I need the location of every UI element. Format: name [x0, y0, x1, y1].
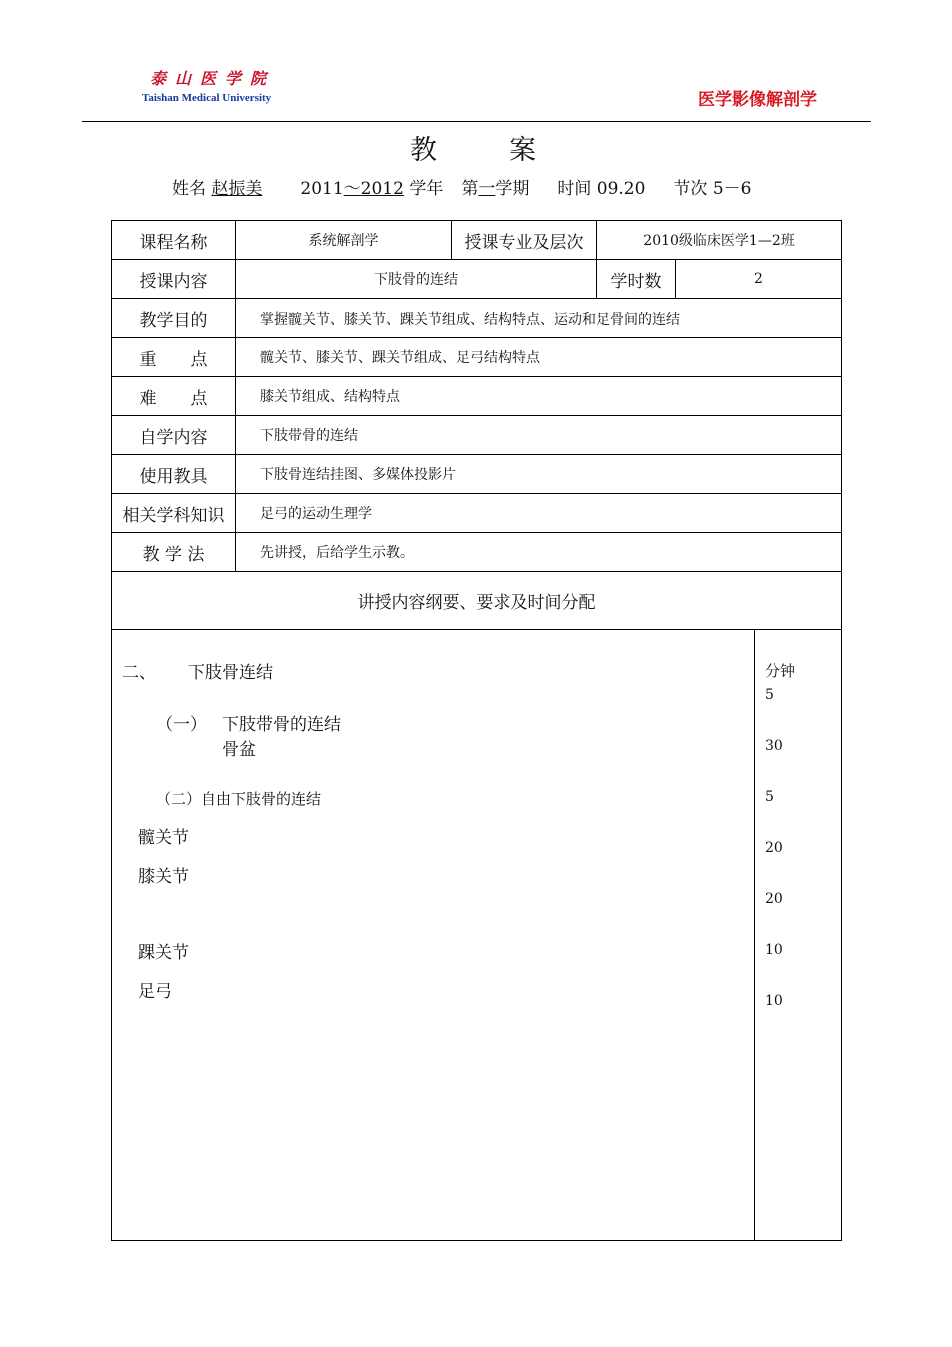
- major-label: 授课专业及层次: [452, 221, 597, 260]
- minutes-value: 20: [765, 840, 783, 856]
- hours-label: 学时数: [597, 260, 676, 299]
- outline-sub1-title: 下肢带骨的连结: [222, 715, 341, 735]
- goal-value: 掌握髋关节、膝关节、踝关节组成、结构特点、运动和足骨间的连结: [236, 299, 842, 338]
- year-separator: ～: [343, 179, 361, 199]
- year-range-end: [344, 179, 404, 199]
- outline-sub2: （二）自由下肢骨的连结: [156, 790, 322, 808]
- course-label: 课程名称: [112, 221, 236, 260]
- outline-row: [112, 630, 842, 1241]
- outline-sub1-number: （一）: [156, 715, 207, 735]
- outline-item-knee: 膝关节: [138, 867, 189, 887]
- term-prefix: 第: [461, 179, 479, 199]
- outline-sub1-item: 骨盆: [222, 740, 256, 760]
- time-label: 时间: [557, 179, 592, 199]
- period-label: 节次: [673, 179, 708, 199]
- selfstudy-label: 自学内容: [112, 416, 236, 455]
- difficulty-label: 难 点: [112, 377, 236, 416]
- page-title: [410, 128, 536, 167]
- key-label: 重 点: [112, 338, 236, 377]
- table-row: [112, 221, 842, 260]
- info-line: [172, 174, 751, 199]
- table-row: [112, 299, 842, 338]
- name-label: 姓名: [172, 179, 206, 199]
- method-value: 先讲授，后给学生示教。: [236, 533, 842, 572]
- table-row: [112, 260, 842, 299]
- minutes-value: 5: [765, 789, 774, 805]
- table-row: [112, 494, 842, 533]
- difficulty-value: 膝关节组成、结构特点: [236, 377, 842, 416]
- minutes-value: 5: [765, 687, 774, 703]
- course-value: 系统解剖学: [236, 221, 452, 260]
- outline-item-hip: 髋关节: [138, 828, 189, 848]
- name-value: 赵振美: [211, 179, 263, 199]
- outline-section-number: 二、: [122, 663, 156, 683]
- title-part-1: 教: [410, 135, 437, 166]
- method-label: 教 学 法: [112, 533, 236, 572]
- outline-section-title: 下肢骨连结: [188, 663, 273, 683]
- key-value: 髋关节、膝关节、踝关节组成、足弓结构特点: [236, 338, 842, 377]
- department-title: 医学影像解剖学: [698, 90, 817, 110]
- tools-value: 下肢骨连结挂图、多媒体投影片: [236, 455, 842, 494]
- table-row: [112, 416, 842, 455]
- content-label: 授课内容: [112, 260, 236, 299]
- title-part-2: 案: [509, 135, 536, 166]
- year-start: 2011: [300, 179, 344, 199]
- selfstudy-value: 下肢带骨的连结: [236, 416, 842, 455]
- related-value: 足弓的运动生理学: [236, 494, 842, 533]
- minutes-value: 10: [765, 993, 783, 1009]
- minutes-column: [755, 630, 842, 1241]
- period-value: 5－6: [712, 179, 752, 199]
- minutes-label: 分钟: [765, 662, 796, 680]
- term-number: 一: [478, 179, 496, 199]
- content-value: 下肢骨的连结: [236, 260, 597, 299]
- university-logo-chinese: 泰山医学院: [150, 69, 276, 88]
- year-end: 2012: [360, 179, 404, 199]
- table-row: [112, 455, 842, 494]
- minutes-value: 10: [765, 942, 783, 958]
- goal-label: 教学目的: [112, 299, 236, 338]
- minutes-value: 20: [765, 891, 783, 907]
- minutes-value: 30: [765, 738, 783, 754]
- related-label: 相关学科知识: [112, 494, 236, 533]
- section-heading: 讲授内容纲要、要求及时间分配: [112, 572, 842, 630]
- hours-value: 2: [676, 260, 842, 299]
- outline-item-ankle: 踝关节: [138, 943, 189, 963]
- table-row: [112, 377, 842, 416]
- year-suffix: 学年: [409, 179, 444, 199]
- table-row: [112, 338, 842, 377]
- lesson-plan-table: [111, 220, 842, 1241]
- time-value: 09.20: [596, 179, 646, 199]
- outline-content: [112, 630, 755, 1241]
- table-row: [112, 533, 842, 572]
- tools-label: 使用教具: [112, 455, 236, 494]
- outline-item-arch: 足弓: [138, 982, 172, 1002]
- major-value: 2010级临床医学1—2班: [597, 221, 842, 260]
- university-logo-english: Taishan Medical University: [142, 92, 272, 104]
- header-divider: [82, 121, 871, 122]
- term-suffix: 学期: [495, 179, 530, 199]
- table-row: [112, 572, 842, 630]
